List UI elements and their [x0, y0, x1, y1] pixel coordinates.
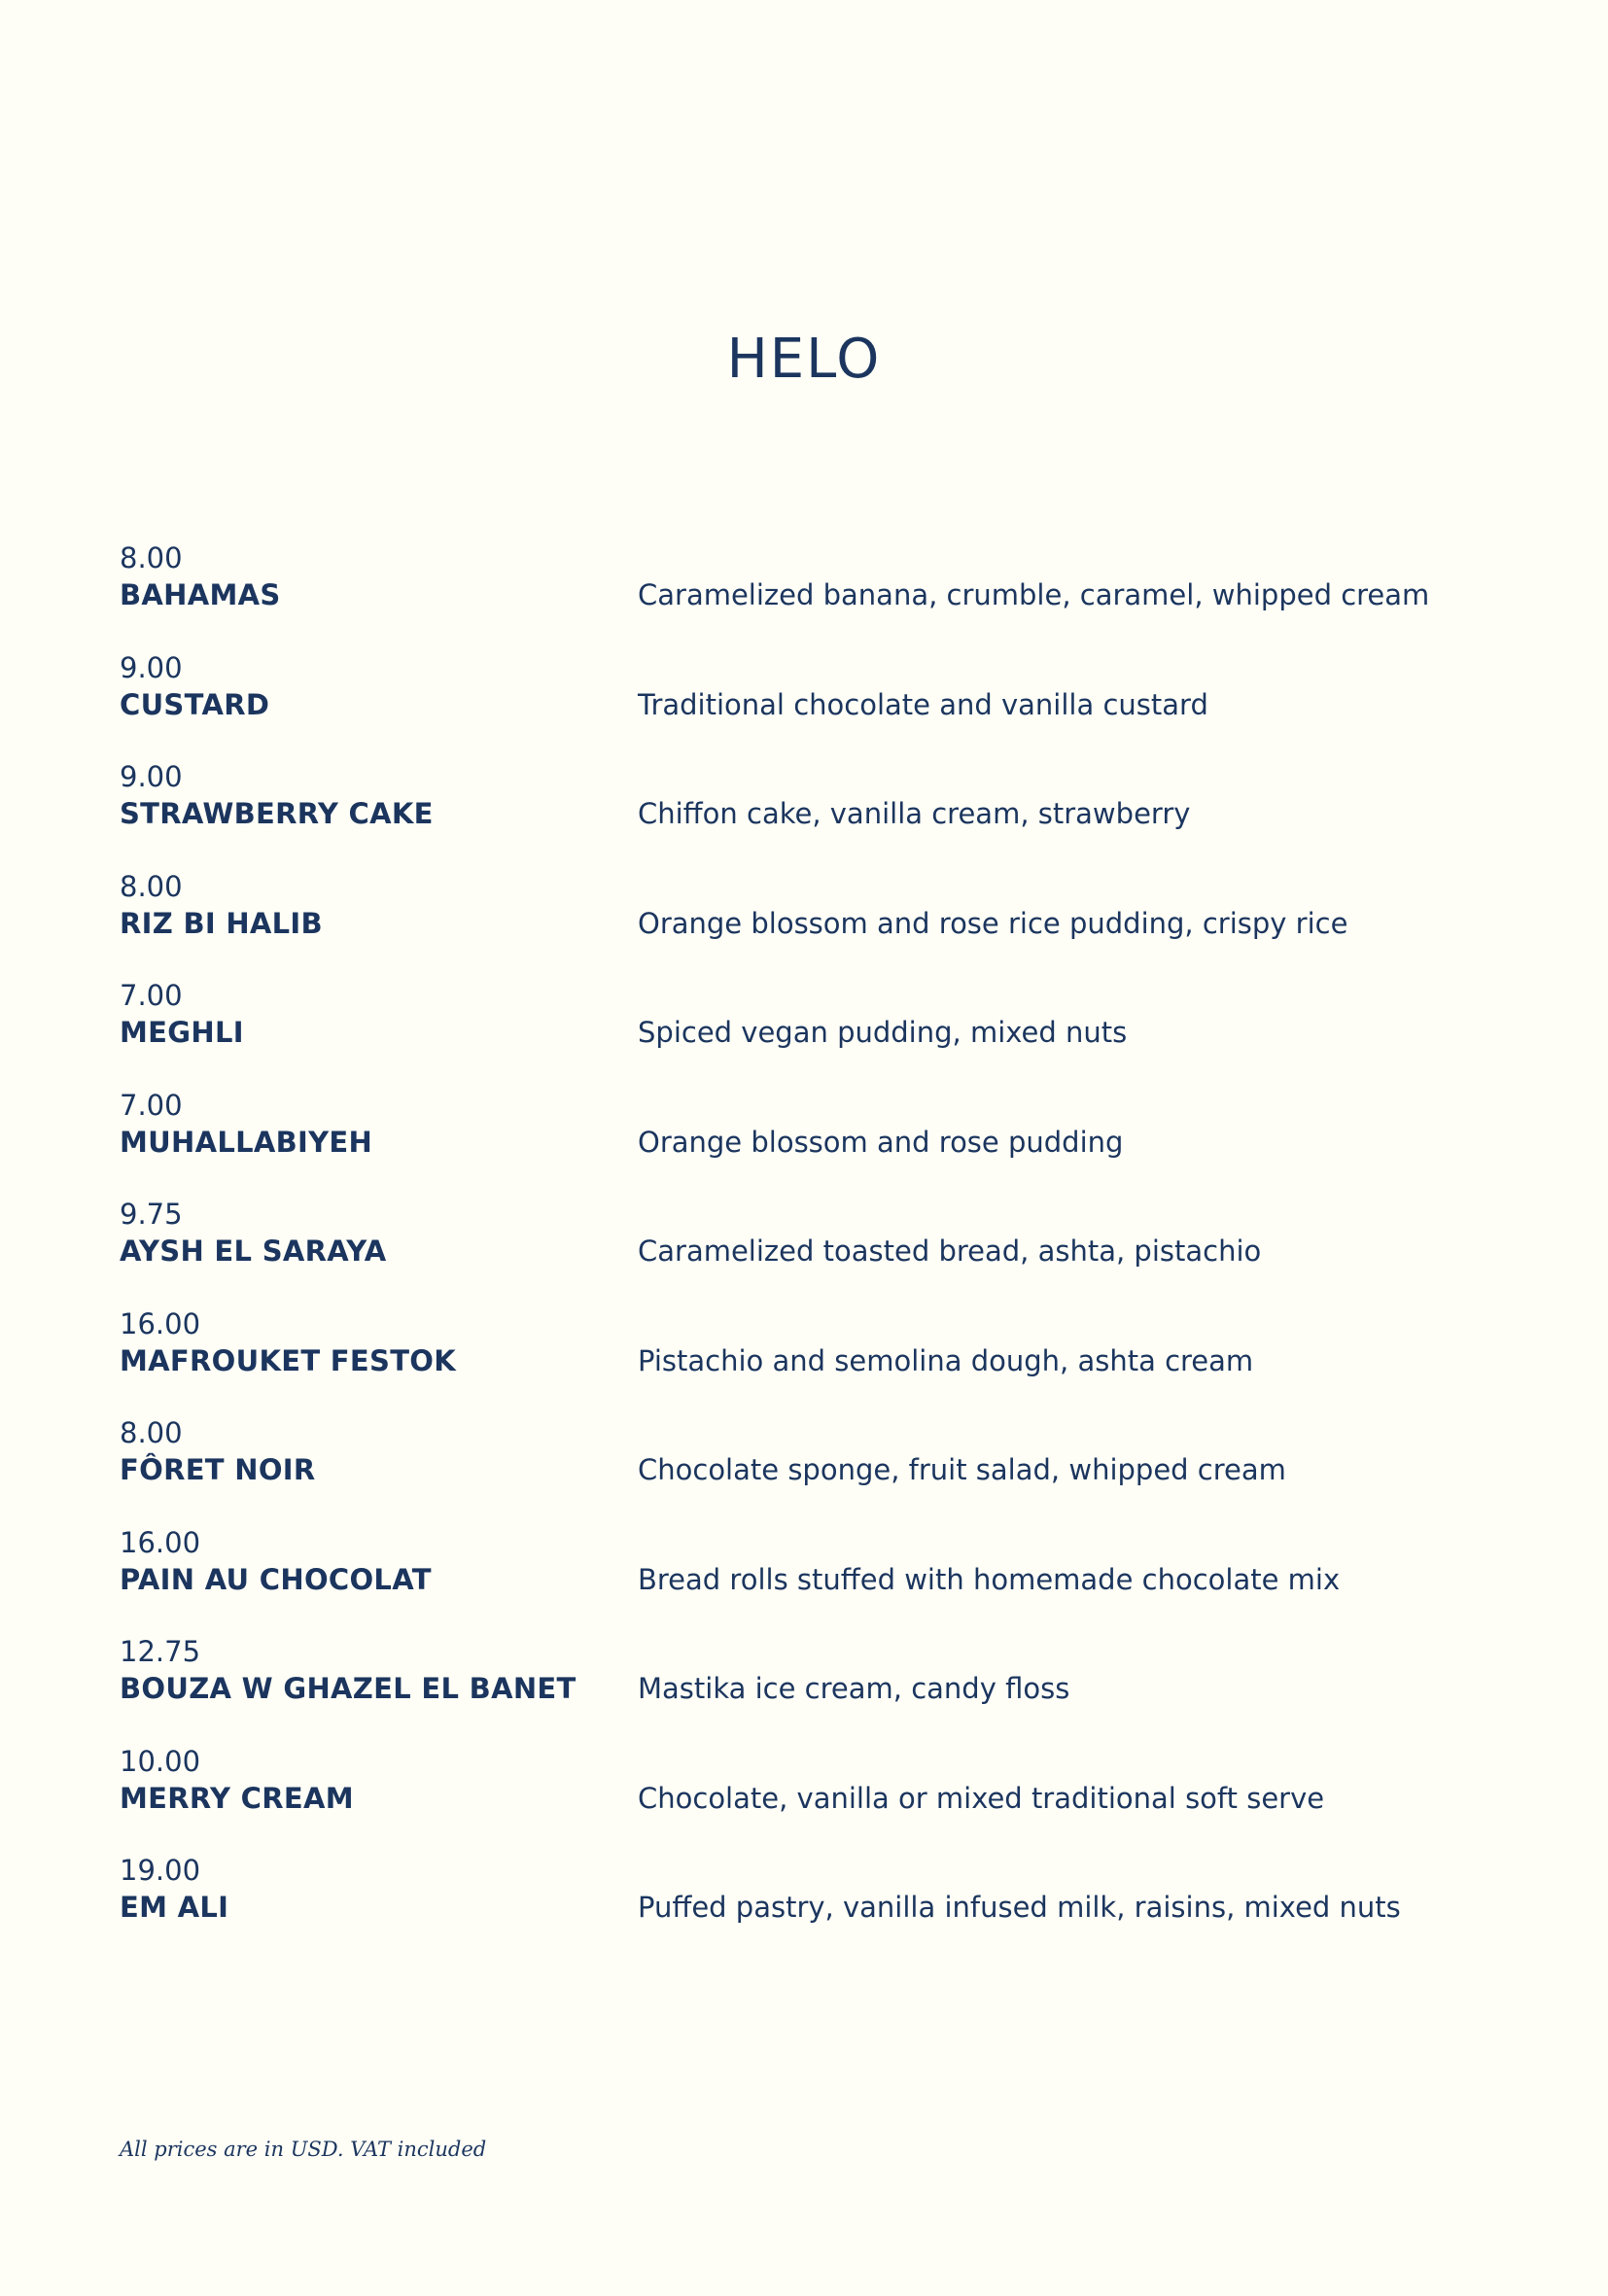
item-description: Spiced vegan pudding, mixed nuts	[638, 1016, 1128, 1049]
item-description: Chiffon cake, vanilla cream, strawberry	[638, 797, 1191, 830]
item-name: MUHALLABIYEH	[120, 1125, 373, 1159]
item-price: 8.00	[120, 1416, 183, 1449]
menu-item	[120, 1524, 1500, 1634]
item-price: 9.75	[120, 1198, 183, 1231]
menu-item	[120, 649, 1500, 759]
menu-item	[120, 539, 1500, 649]
item-price: 7.00	[120, 979, 183, 1012]
item-description: Mastika ice cream, candy floss	[638, 1672, 1070, 1705]
item-description: Caramelized toasted bread, ashta, pistachio	[638, 1235, 1262, 1268]
item-price: 10.00	[120, 1744, 201, 1778]
page-title: HELO	[726, 328, 882, 391]
item-name: EM ALI	[120, 1891, 229, 1924]
menu-item	[120, 1305, 1500, 1415]
item-price: 16.00	[120, 1525, 201, 1559]
item-price: 9.00	[120, 650, 183, 684]
item-description: Chocolate sponge, fruit salad, whipped cream	[638, 1453, 1286, 1486]
menu-item	[120, 1414, 1500, 1524]
item-price: 16.00	[120, 1306, 201, 1340]
menu-item	[120, 1087, 1500, 1197]
item-description: Caramelized banana, crumble, caramel, whipped cream	[638, 578, 1430, 611]
item-name: MERRY CREAM	[120, 1781, 354, 1815]
item-description: Orange blossom and rose pudding	[638, 1125, 1124, 1159]
menu-item	[120, 758, 1500, 868]
item-price: 9.00	[120, 760, 183, 793]
item-description: Puffed pastry, vanilla infused milk, raisins, mixed nuts	[638, 1891, 1401, 1924]
menu-item	[120, 868, 1500, 978]
item-price: 8.00	[120, 869, 183, 903]
item-name: BOUZA W GHAZEL EL BANET	[120, 1672, 577, 1705]
item-name: MAFROUKET FESTOK	[120, 1343, 457, 1377]
item-description: Bread rolls stuffed with homemade chocolate mix	[638, 1562, 1341, 1596]
item-name: MEGHLI	[120, 1016, 244, 1049]
item-name: BAHAMAS	[120, 578, 281, 611]
item-description: Pistachio and semolina dough, ashta cream	[638, 1343, 1254, 1377]
item-description: Orange blossom and rose rice pudding, crispy rice	[638, 906, 1348, 940]
item-price: 8.00	[120, 541, 183, 574]
item-name: FÔRET NOIR	[120, 1453, 316, 1486]
item-name: PAIN AU CHOCOLAT	[120, 1562, 432, 1596]
item-description: Chocolate, vanilla or mixed traditional soft serve	[638, 1781, 1325, 1815]
item-name: AYSH EL SARAYA	[120, 1235, 387, 1268]
item-name: RIZ BI HALIB	[120, 906, 323, 940]
menu-item	[120, 1743, 1500, 1853]
item-price: 12.75	[120, 1635, 201, 1668]
menu-item	[120, 1852, 1500, 1962]
item-description: Traditional chocolate and vanilla custard	[638, 687, 1208, 721]
item-name: CUSTARD	[120, 687, 270, 721]
menu-item	[120, 1633, 1500, 1743]
menu-list	[120, 539, 1500, 1962]
price-footnote: All prices are in USD. VAT included	[120, 2138, 487, 2161]
item-price: 19.00	[120, 1854, 201, 1887]
item-price: 7.00	[120, 1088, 183, 1122]
item-name: STRAWBERRY CAKE	[120, 797, 434, 830]
menu-item	[120, 977, 1500, 1087]
menu-item	[120, 1196, 1500, 1305]
